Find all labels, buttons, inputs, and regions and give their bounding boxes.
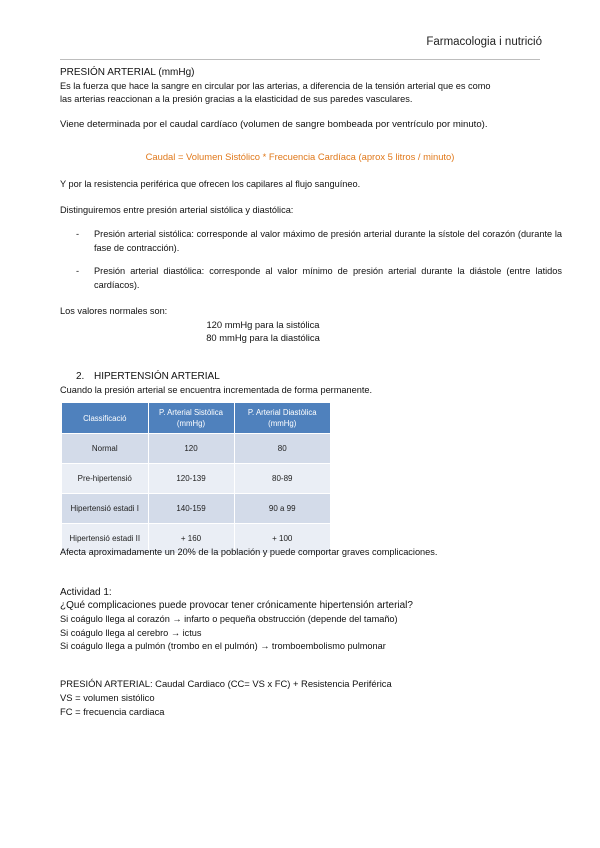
table-cell: 90 a 99 xyxy=(234,494,330,524)
table-cell: Normal xyxy=(62,434,148,464)
table-row xyxy=(62,494,330,524)
summary-formula: PRESIÓN ARTERIAL: Caudal Cardiaco (CC= VS x FC) + Resistencia Periférica xyxy=(60,678,392,689)
table-cell: + 160 xyxy=(148,524,234,554)
table-cell: 80 xyxy=(234,434,330,464)
normal-systolic: 120 mmHg para la sistólica xyxy=(206,319,320,330)
activity-question: ¿Qué complicaciones puede provocar tener crónicamente hipertensión arterial? xyxy=(60,600,413,611)
normal-values-label: Los valores normales son: xyxy=(60,306,168,316)
bullet-dash: - xyxy=(76,229,80,239)
determined-text: Viene determinada por el caudal cardíaco (volumen de sangre bombeada por ventrículo por minuto). xyxy=(60,119,488,130)
table-header-cell: Classificació xyxy=(62,403,148,434)
summary-fc: FC = frecuencia cardiaca xyxy=(60,706,165,717)
section2-heading: HIPERTENSIÓN ARTERIAL xyxy=(94,371,220,382)
hypertension-definition: Cuando la presión arterial se encuentra incrementada de forma permanente. xyxy=(60,385,373,395)
intro-line-2: las arterias reaccionan a la presión gracias a la elasticidad de sus paredes vasculares. xyxy=(60,94,413,104)
summary-vs: VS = volumen sistólico xyxy=(60,692,155,703)
table-header-cell: P. Arterial Sistòlica (mmHg) xyxy=(148,403,234,434)
activity-title: Actividad 1: xyxy=(60,587,112,598)
activity-answer: Si coágulo llega al corazón → infarto o pequeña obstrucción (depende del tamaño) xyxy=(60,614,398,624)
table-cell: 140-159 xyxy=(148,494,234,524)
table-row xyxy=(62,434,330,464)
intro-line-1: Es la fuerza que hace la sangre en circular por las arterias, a diferencia de la tensión arterial que es como xyxy=(60,81,491,91)
header-divider xyxy=(60,59,540,60)
table-header-row xyxy=(62,403,330,434)
distinguish-text: Distinguiremos entre presión arterial sistólica y diastólica: xyxy=(60,205,294,215)
table-cell: Pre-hipertensió xyxy=(62,464,148,494)
section1-heading: PRESIÓN ARTERIAL (mmHg) xyxy=(60,67,195,78)
normal-diastolic: 80 mmHg para la diastólica xyxy=(206,332,320,343)
header-title: Farmacologia i nutrició xyxy=(426,36,542,48)
table-cell: 120-139 xyxy=(148,464,234,494)
table-cell: 80-89 xyxy=(234,464,330,494)
table-header-cell: P. Arterial Diastòlica (mmHg) xyxy=(234,403,330,434)
bp-classification-table xyxy=(62,403,330,553)
table-cell: 120 xyxy=(148,434,234,464)
caudal-formula: Caudal = Volumen Sistólico * Frecuencia Cardíaca (aprox 5 litros / minuto) xyxy=(145,151,455,162)
bullet-dash: - xyxy=(76,266,80,276)
bullet-diastolic: Presión arterial diastólica: corresponde al valor mínimo de presión arterial durante la diástole (entre latidos cardíacos). xyxy=(94,266,562,290)
affects-text: Afecta aproximadamente un 20% de la población y puede comportar graves complicaciones. xyxy=(60,547,438,557)
activity-answer: Si coágulo llega al cerebro → ictus xyxy=(60,628,202,638)
table-cell: Hipertensió estadi II xyxy=(62,524,148,554)
resistance-text: Y por la resistencia periférica que ofrecen los capilares al flujo sanguíneo. xyxy=(60,179,361,189)
table-cell: + 100 xyxy=(234,524,330,554)
activity-answer: Si coágulo llega a pulmón (trombo en el pulmón) → tromboembolismo pulmonar xyxy=(60,641,386,651)
table-cell: Hipertensió estadi I xyxy=(62,494,148,524)
table-row xyxy=(62,464,330,494)
section2-number: 2. xyxy=(76,371,85,382)
bullet-systolic: Presión arterial sistólica: corresponde al valor máximo de presión arterial durante la sístole del corazón (durante la fase de contracción). xyxy=(94,229,562,253)
